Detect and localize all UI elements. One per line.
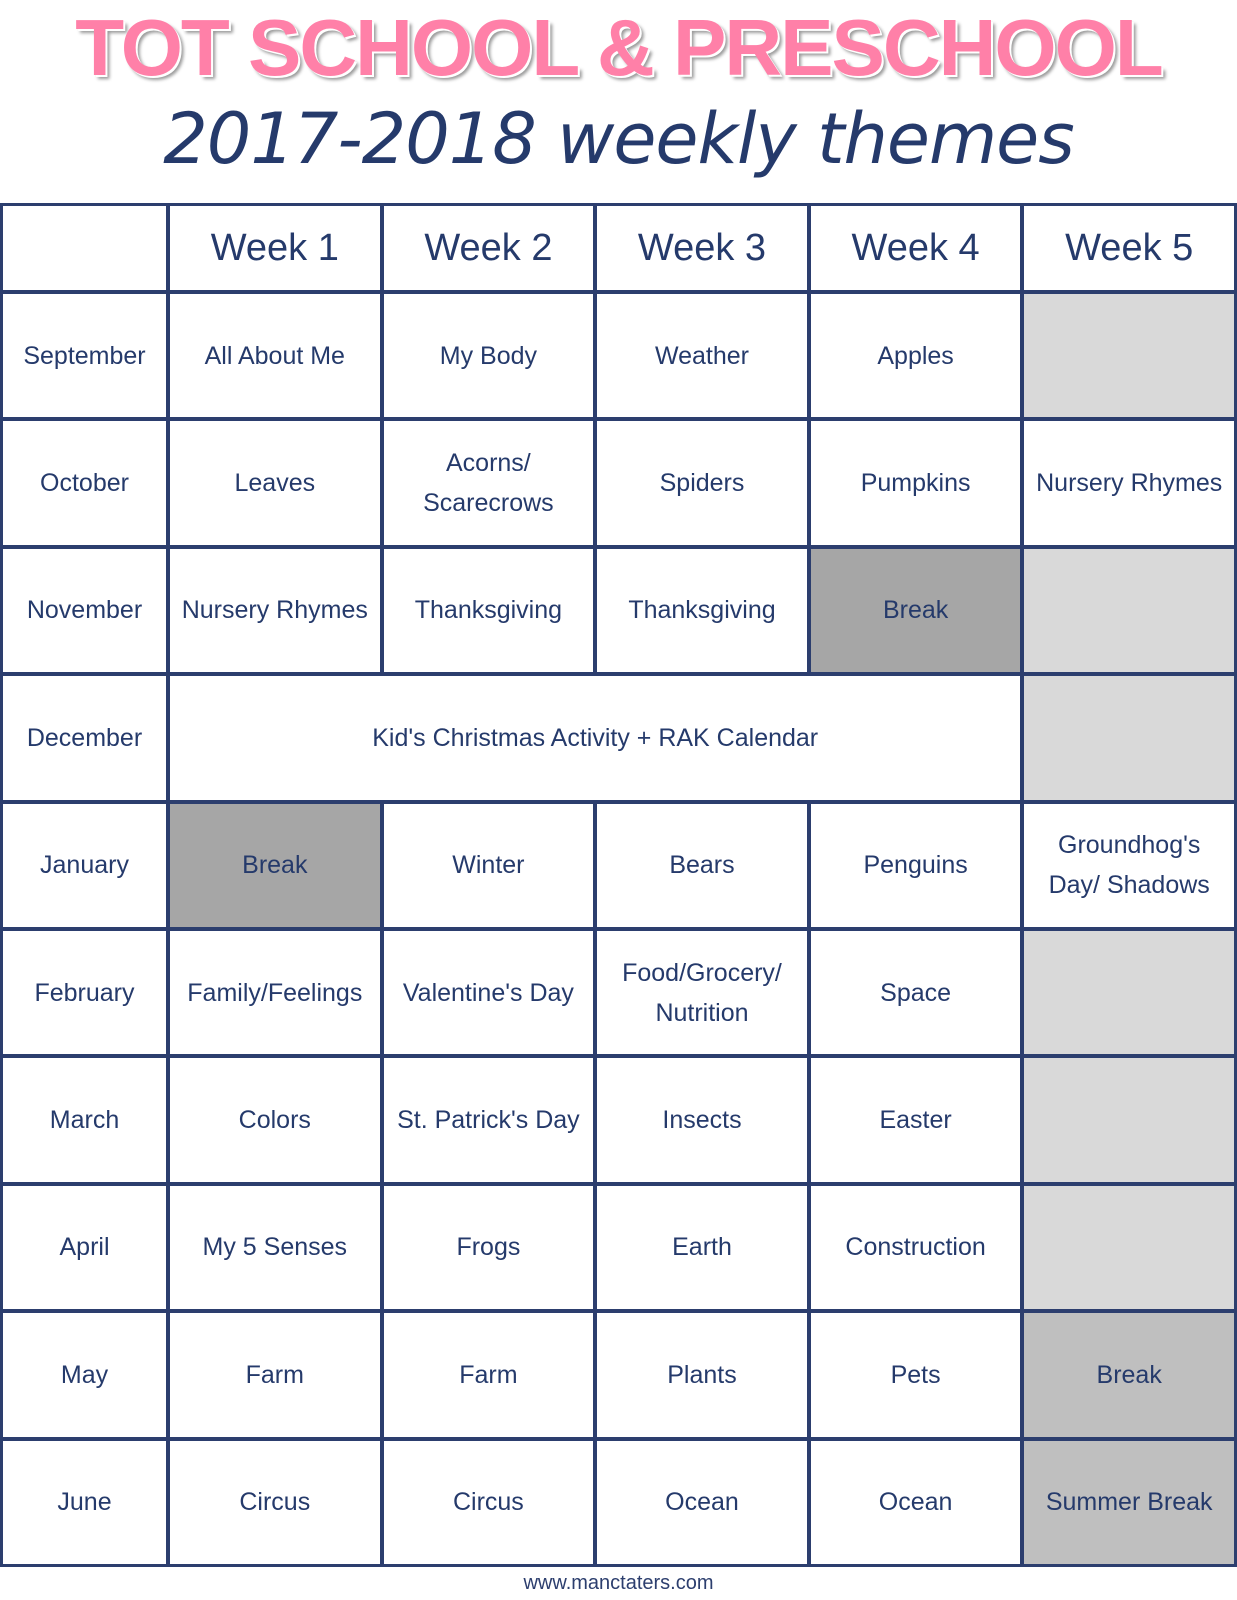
header-week-1: Week 1	[170, 206, 380, 290]
theme-cell: Food/Grocery/ Nutrition	[597, 931, 807, 1054]
header-corner	[3, 206, 166, 290]
theme-cell: Thanksgiving	[597, 549, 807, 672]
theme-cell: Nursery Rhymes	[1024, 421, 1234, 544]
theme-cell: All About Me	[170, 294, 380, 417]
month-label: November	[3, 549, 166, 672]
theme-cell: Spiders	[597, 421, 807, 544]
month-label: February	[3, 931, 166, 1054]
theme-cell: Insects	[597, 1058, 807, 1181]
theme-cell: Plants	[597, 1313, 807, 1436]
theme-cell: Frogs	[384, 1186, 594, 1309]
theme-cell: Apples	[811, 294, 1021, 417]
theme-cell: Farm	[384, 1313, 594, 1436]
month-label: March	[3, 1058, 166, 1181]
theme-cell: Bears	[597, 804, 807, 927]
themes-table	[0, 203, 1237, 1567]
theme-cell: Circus	[384, 1441, 594, 1564]
month-label: June	[3, 1441, 166, 1564]
month-label: September	[3, 294, 166, 417]
theme-cell: Circus	[170, 1441, 380, 1564]
theme-cell: Colors	[170, 1058, 380, 1181]
header-week-3: Week 3	[597, 206, 807, 290]
month-label: December	[3, 676, 166, 799]
footer-url: www.manctaters.com	[523, 1572, 714, 1594]
theme-cell: Kid's Christmas Activity + RAK Calendar	[170, 676, 1020, 799]
theme-cell	[1024, 676, 1234, 799]
theme-cell: Summer Break	[1024, 1441, 1234, 1564]
page-title: TOT SCHOOL & PRESCHOOL	[75, 3, 1162, 92]
theme-cell: Break	[170, 804, 380, 927]
theme-cell: Nursery Rhymes	[170, 549, 380, 672]
theme-cell: Acorns/ Scarecrows	[384, 421, 594, 544]
theme-cell: Pets	[811, 1313, 1021, 1436]
theme-cell: My 5 Senses	[170, 1186, 380, 1309]
theme-cell: Ocean	[811, 1441, 1021, 1564]
header-week-2: Week 2	[384, 206, 594, 290]
theme-cell: Thanksgiving	[384, 549, 594, 672]
month-label: January	[3, 804, 166, 927]
header-week-4: Week 4	[811, 206, 1021, 290]
theme-cell: Farm	[170, 1313, 380, 1436]
theme-cell	[1024, 549, 1234, 672]
theme-cell: Construction	[811, 1186, 1021, 1309]
theme-cell	[1024, 294, 1234, 417]
theme-cell: Winter	[384, 804, 594, 927]
theme-cell	[1024, 1186, 1234, 1309]
theme-cell: Earth	[597, 1186, 807, 1309]
theme-cell	[1024, 1058, 1234, 1181]
month-label: October	[3, 421, 166, 544]
theme-cell: Valentine's Day	[384, 931, 594, 1054]
theme-cell: St. Patrick's Day	[384, 1058, 594, 1181]
theme-cell: Groundhog's Day/ Shadows	[1024, 804, 1234, 927]
theme-cell: Penguins	[811, 804, 1021, 927]
theme-cell: Pumpkins	[811, 421, 1021, 544]
theme-cell	[1024, 931, 1234, 1054]
theme-cell: Leaves	[170, 421, 380, 544]
header-week-5: Week 5	[1024, 206, 1234, 290]
theme-cell: Break	[1024, 1313, 1234, 1436]
theme-cell: Family/Feelings	[170, 931, 380, 1054]
theme-cell: Weather	[597, 294, 807, 417]
theme-cell: Easter	[811, 1058, 1021, 1181]
theme-cell: Ocean	[597, 1441, 807, 1564]
month-label: May	[3, 1313, 166, 1436]
month-label: April	[3, 1186, 166, 1309]
theme-cell: Space	[811, 931, 1021, 1054]
page-subtitle: 2017-2018 weekly themes	[163, 98, 1074, 180]
theme-cell: Break	[811, 549, 1021, 672]
theme-cell: My Body	[384, 294, 594, 417]
